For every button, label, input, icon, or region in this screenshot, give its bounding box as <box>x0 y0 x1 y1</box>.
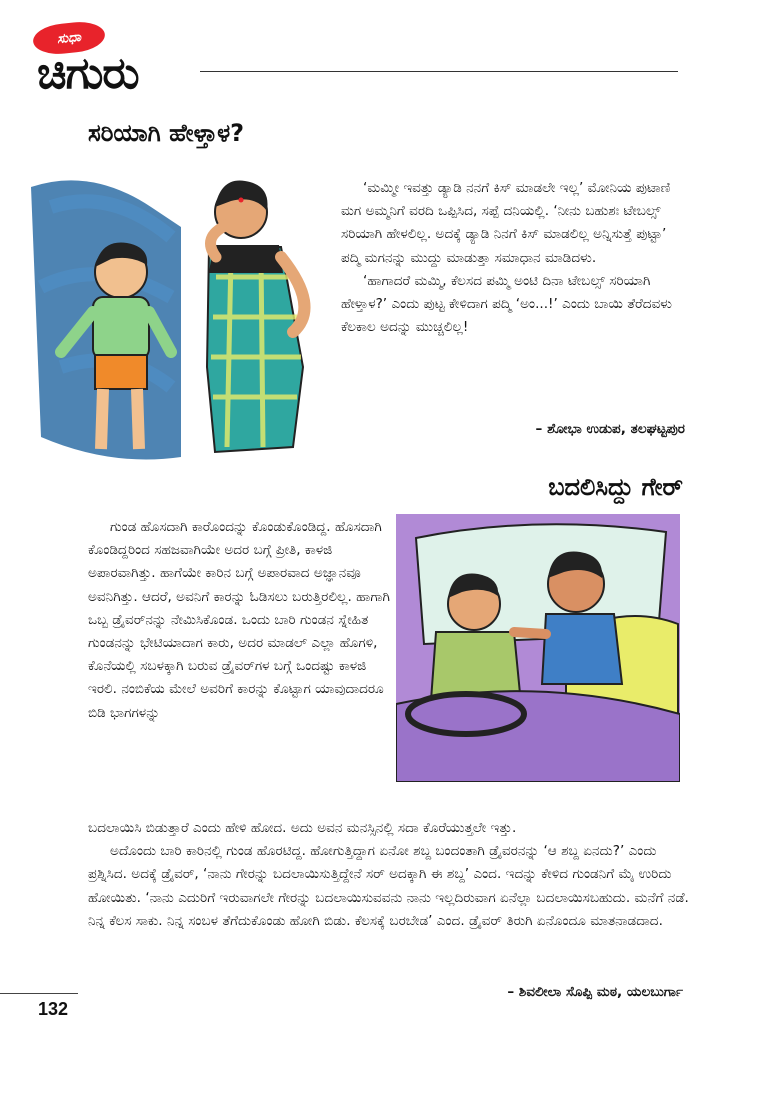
article1-paragraph: ‘ಹಾಗಾದರೆ ಮಮ್ಮಿ, ಕೆಲಸದ ಪಮ್ಮಿ ಅಂಟಿ ದಿನಾ ಟೇಬಲ್ಸ್ ಸರಿಯಾಗಿ ಹೇಳ್ತಾಳ?’ ಎಂದು ಪುಟ್ಟ ಕೇಳಿದಾಗ ಪದ್ಮಿ ‘ಅಂ...!’ ಎಂದು ಬಾಯಿ ತೆರೆದವಳು ಕೆಲಕಾಲ ಅದನ್ನು ಮುಚ್ಚಲಿಲ್ಲ! <box>341 272 673 336</box>
mother-bindi <box>239 198 244 203</box>
article1-paragraph: ‘ಮಮ್ಮೀ ಇವತ್ತು ಡ್ಯಾಡಿ ನನಗೆ ಕಿಸ್ ಮಾಡಲೇ ಇಲ್ಲ’ ಮೋನಿಯ ಪುಟಾಣಿ ಮಗ ಅಮ್ಮನಿಗೆ ವರದಿ ಒಪ್ಪಿಸಿದ, ಸಪ್ಪೆ ದನಿಯಲ್ಲಿ. ‘ನೀನು ಬಹುಶಃ ಟೇಬಲ್ಸ್ ಸರಿಯಾಗಿ ಹೇಳಲಿಲ್ಲ. ಅದಕ್ಕೆ ಡ್ಯಾಡಿ ನಿನಗೆ ಕಿಸ್ ಮಾಡಲಿಲ್ಲ ಅನ್ನಿಸುತ್ತೆ ಪುಟ್ಟಾ’ ಪದ್ಮಿ ಮಗನನ್ನು ಮುದ್ದು ಮಾಡುತ್ತಾ ಸಮಾಧಾನ ಮಾಡಿದಳು. <box>341 180 671 266</box>
page-number: 132 <box>38 999 69 1019</box>
article1-credit: – ಶೋಭಾ ಉಡುಪ, ತಲಘಟ್ಟಪುರ <box>535 421 685 437</box>
section-logo: ಚಿಗುರು <box>37 48 139 99</box>
article1-title: ಸರಿಯಾಗಿ ಹೇಳ್ತಾಳ? <box>88 119 245 147</box>
header-divider <box>200 71 678 72</box>
article2-paragraph: ಅದೊಂದು ಬಾರಿ ಕಾರಿನಲ್ಲಿ ಗುಂಡ ಹೊರಟಿದ್ದ. ಹೋಗುತ್ತಿದ್ದಾಗ ಏನೋ ಶಬ್ದ ಬಂದಂತಾಗಿ ಡ್ರೈವರನನ್ನು ‘ಆ ಶಬ್ದ ಏನದು?’ ಎಂದು ಪ್ರಶ್ನಿಸಿದ. ಅದಕ್ಕೆ ಡ್ರೈವರ್, ‘ನಾನು ಗೇರನ್ನು ಬದಲಾಯಿಸುತ್ತಿದ್ದೇನೆ ಸರ್ ಅದಕ್ಕಾಗಿ ಈ ಶಬ್ದ’ ಎಂದ. ಇದನ್ನು ಕೇಳಿದ ಗುಂಡನಿಗೆ ಮೈ ಉರಿದು ಹೋಯಿತು. ‘ನಾನು ಎದುರಿಗೆ ಇರುವಾಗಲೇ ಗೇರನ್ನು ಬದಲಾಯಿಸುವವನು ನಾನು ಇಲ್ಲದಿರುವಾಗ ಏನೆಲ್ಲಾ ಬದಲಾಯಿಸಬಹುದು. ಮನೆಗೆ ನಡೆ. ನಿನ್ನ ಕೆಲಸ ಸಾಕು. ನಿನ್ನ ಸಂಬಳ ತೆಗೆದುಕೊಂಡು ಹೋಗಿ ಬಿಡು. ಕೆಲಸಕ್ಕೆ ಬರಬೇಡ’ ಎಂದ. ಡ್ರೈವರ್ ತಿರುಗಿ ಏನೊಂದೂ ಮಾತನಾಡದಾದ. <box>88 843 689 929</box>
pointing-arm <box>514 632 546 634</box>
article2-paragraph: ಗುಂಡ ಹೊಸದಾಗಿ ಕಾರೊಂದನ್ನು ಕೊಂಡುಕೊಂಡಿದ್ದ. ಹೊಸದಾಗಿ ಕೊಂಡಿದ್ದರಿಂದ ಸಹಜವಾಗಿಯೇ ಅದರ ಬಗ್ಗೆ ಪ್ರೀತಿ, ಕಾಳಜಿ ಅಪಾರವಾಗಿತ್ತು. ಹಾಗೆಯೇ ಕಾರಿನ ಬಗ್ಗೆ ಅಪಾರವಾದ ಅಜ್ಞಾನವೂ ಅವನಿಗಿತ್ತು. ಆದರೆ, ಅವನಿಗೆ ಕಾರನ್ನು ಓಡಿಸಲು ಬರುತ್ತಿರಲಿಲ್ಲ. ಹಾಗಾಗಿ ಒಬ್ಬ ಡ್ರೈವರ್‌ನನ್ನು ನೇಮಿಸಿಕೊಂಡ. ಒಂದು ಬಾರಿ ಗುಂಡನ ಸ್ನೇಹಿತ ಗುಂಡನನ್ನು ಭೇಟಿಯಾದಾಗ ಕಾರು, ಅದರ ಮಾಡಲ್ ಎಲ್ಲಾ ಹೊಗಳಿ, ಕೊನೆಯಲ್ಲಿ ಸಬಳಕ್ಕಾಗಿ ಬರುವ ಡ್ರೈವರ್‌ಗಳ ಬಗ್ಗೆ ಒಂದಷ್ಟು ಕಾಳಜಿ ಇರಲಿ. ನಂಬಿಕೆಯ ಮೇಲೆ ಅವರಿಗೆ ಕಾರನ್ನು ಕೊಟ್ಟಾಗ ಯಾವುದಾದರೂ ಬಿಡಿ ಭಾಗಗಳನ್ನು <box>88 519 390 721</box>
car-drivers-illustration <box>396 514 680 782</box>
article2-body-wrapped <box>88 516 390 725</box>
article2-title: ಬದಲಿಸಿದ್ದು ಗೇರ್ <box>548 473 683 501</box>
magazine-logo-badge: ಸುಧಾ <box>32 19 107 56</box>
footer-divider <box>0 993 78 994</box>
article2-body-full <box>88 817 690 933</box>
article2-credit: – ಶಿವಲೀಲಾ ಸೊಪ್ಪಿ ಮಠ, ಯಲಬುರ್ಗಾ <box>507 984 683 1000</box>
article1-body <box>341 177 685 339</box>
passenger-shirt <box>542 614 622 684</box>
boy-shirt <box>93 297 149 359</box>
boy-shorts <box>95 355 147 389</box>
dashboard <box>396 691 680 782</box>
article2-paragraph: ಬದಲಾಯಿಸಿ ಬಿಡುತ್ತಾರೆ ಎಂದು ಹೇಳಿ ಹೋದ. ಅದು ಅವನ ಮನಸ್ಸಿನಲ್ಲಿ ಸದಾ ಕೊರೆಯುತ್ತಲೇ ಇತ್ತು. <box>88 820 517 836</box>
mother-son-illustration <box>31 167 349 474</box>
